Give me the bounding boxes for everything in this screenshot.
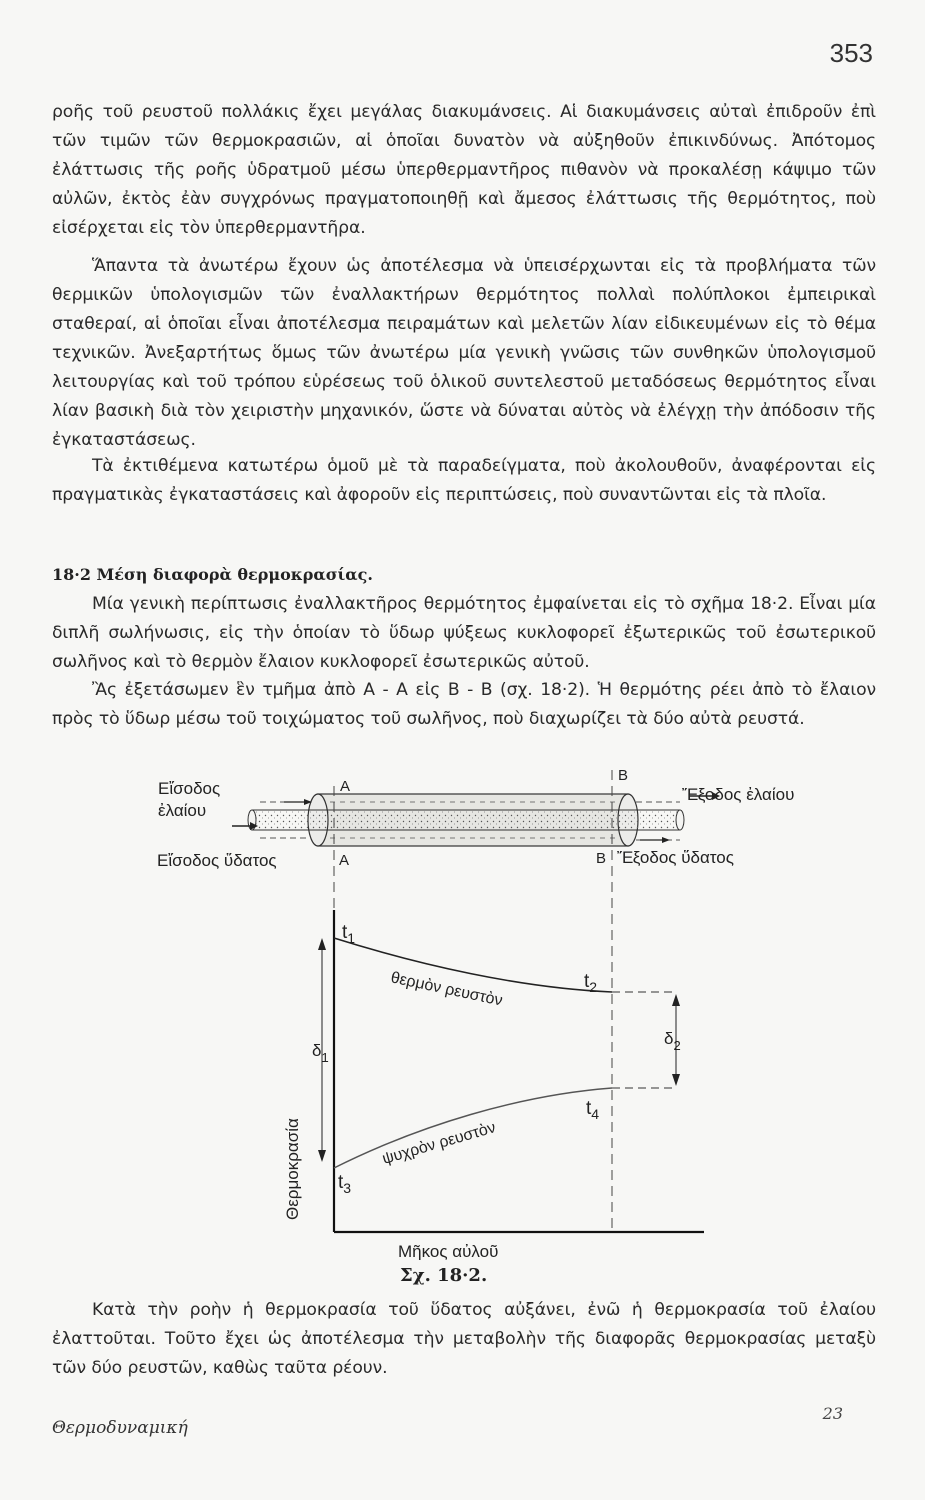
section-b-top-label: B [618, 767, 629, 784]
paragraph-6 [52, 1296, 876, 1383]
paragraph-2-text: Ἅπαντα τὰ ἀνωτέρω ἔχουν ὡς ἀποτέλεσμα νὰ ὑπεισέρχωνται εἰς τὰ προβλήματα τῶν θερμικῶν ὑπολογισμῶν τῶν ἐναλλακτήρων θερμότητος πολλαὶ πολύπλοκοι ἐμπειρικαὶ σταθεραί, αἱ ὁποῖαι εἶναι ἀποτέλεσμα πειραμάτων καὶ μελετῶν λίαν εἰδικευμένων εἰς τὸ θέμα τεχνικῶν. Ἀνεξαρτήτως ὅμως τῶν ἀνωτέρω μία γενικὴ γνῶσις τῶν συνθηκῶν ὑπολογισμοῦ λειτουργίας καὶ τοῦ τρόπου εὑρέσεως τοῦ ὁλικοῦ συντελεστοῦ μεταδόσεως θερμότητος εἶναι λίαν βασικὴ διὰ τὸν χειριστὴν μηχανικόν, ὥστε νὰ δύναται αὐτὸς νὰ ἐλέγχῃ τὴν ἀπόδοσιν τῆς ἐγκαταστάσεως. [52, 256, 876, 450]
delta2-arrow-bottom [672, 1074, 680, 1086]
heat-exchanger-figure [0, 760, 925, 1260]
t4-label: $t_4$ [586, 1098, 600, 1122]
delta1-arrow-top [318, 938, 326, 950]
oil-outlet-label: Ἔξοδος ἐλαίου [682, 785, 795, 804]
section-a-top-label: A [340, 778, 351, 795]
delta1-label: $\delta_1$ [312, 1041, 329, 1065]
hot-fluid-label: θερμὸν ρευστὸν [389, 969, 504, 1010]
footer-signature: 23 [822, 1404, 843, 1423]
footer-title: Θερμοδυναμική [52, 1418, 188, 1438]
delta1-arrow-bottom [318, 1150, 326, 1162]
inner-pipe-right-end [676, 810, 684, 830]
section-heading: 18·2 Μέση διαφορὰ θερμοκρασίας. [52, 565, 373, 584]
t3-label: $t_3$ [338, 1172, 352, 1196]
inner-pipe [252, 810, 680, 830]
section-b-bottom-label: B [596, 850, 607, 867]
paragraph-4 [52, 590, 876, 677]
paragraph-5 [52, 676, 876, 734]
paragraph-1 [52, 98, 876, 243]
cold-fluid-label: ψυχρὸν ρευστὸν [380, 1119, 498, 1168]
page-number: 353 [829, 38, 873, 68]
oil-inlet-label-2: ἐλαίου [158, 801, 207, 820]
water-outlet-arrowhead [662, 837, 670, 843]
delta2-label: $\delta_2$ [664, 1029, 681, 1053]
section-a-bottom-label: A [339, 852, 350, 869]
delta2-arrow-top [672, 994, 680, 1006]
water-outlet-label: Ἔξοδος ὕδατος [617, 848, 734, 867]
oil-inlet-label-1: Εἴσοδος [158, 779, 221, 798]
paragraph-4-text: Μία γενικὴ περίπτωσις ἐναλλακτῆρος θερμότητος ἐμφαίνεται εἰς τὸ σχῆμα 18·2. Εἶναι μία διπλῆ σωλήνωσις, εἰς τὴν ὁποίαν τὸ ὕδωρ ψύξεως κυκλοφορεῖ ἐξωτερικῶς τοῦ ἐσωτερικοῦ σωλῆνος καὶ τὸ θερμὸν ἔλαιον κυκλοφορεῖ ἐσωτερικῶς αὐτοῦ. [52, 594, 876, 672]
paragraph-5-text: Ἂς ἐξετάσωμεν ἓν τμῆμα ἀπὸ Α - Α εἰς Β - Β (σχ. 18·2). Ἡ θερμότης ρέει ἀπὸ τὸ ἔλαιον πρὸς τὸ ὕδωρ μέσω τοῦ τοιχώματος τοῦ σωλῆνος, ποὺ διαχωρίζει τὰ δύο αὐτὰ ρευστά. [52, 680, 876, 729]
paragraph-6-text: Κατὰ τὴν ροὴν ἡ θερμοκρασία τοῦ ὕδατος αὐξάνει, ἐνῶ ἡ θερμοκρασία τοῦ ἐλαίου ἐλαττοῦται. Τοῦτο ἔχει ὡς ἀποτέλεσμα τὴν μεταβολὴν τῆς διαφορᾶς θερμοκρασίας μεταξὺ τῶν δύο ρευστῶν, καθὼς ταῦτα ρέουν. [52, 1300, 876, 1378]
double-pipe-diagram [232, 792, 720, 846]
paragraph-2 [52, 252, 876, 455]
t1-label: $t_1$ [342, 922, 356, 946]
t2-label: $t_2$ [584, 971, 598, 995]
paragraph-1-text: ροῆς τοῦ ρευστοῦ πολλάκις ἔχει μεγάλας διακυμάνσεις. Αἱ διακυμάνσεις αὐταὶ ἐπιδροῦν ἐπὶ τῶν τιμῶν τῶν θερμοκρασιῶν, αἱ ὁποῖαι δυνατὸν νὰ αὐξηθοῦν ἐπικινδύνως. Ἀπότομος ἐλάττωσις τῆς ροῆς ὑδρατμοῦ μέσω ὑπερθερμαντῆρος πιθανὸν νὰ προκαλέσῃ κάψιμο τῶν αὐλῶν, ἐκτὸς ἐὰν συγχρόνως πραγματοποιηθῇ καὶ ἄμεσος ἐλάττωσις τῆς θερμότητος, ποὺ εἰσέρχεται εἰς τὸν ὑπερθερμαντῆρα. [52, 102, 876, 238]
figure-caption: Σχ. 18·2. [400, 1265, 488, 1286]
y-axis-label: Θερμοκρασία [283, 1118, 302, 1220]
hot-fluid-curve [334, 938, 612, 992]
water-inlet-label: Εἴσοδος ὕδατος [157, 851, 277, 870]
x-axis-label: Μῆκος αὐλοῦ [398, 1242, 499, 1260]
paragraph-3-text: Τὰ ἐκτιθέμενα κατωτέρω ὁμοῦ μὲ τὰ παραδείγματα, ποὺ ἀκολουθοῦν, ἀναφέρονται εἰς πραγματικὰς ἐγκαταστάσεις καὶ ἀφοροῦν εἰς περιπτώσεις, ποὺ συναντῶνται εἰς τὰ πλοῖα. [52, 456, 876, 505]
paragraph-3 [52, 452, 876, 510]
